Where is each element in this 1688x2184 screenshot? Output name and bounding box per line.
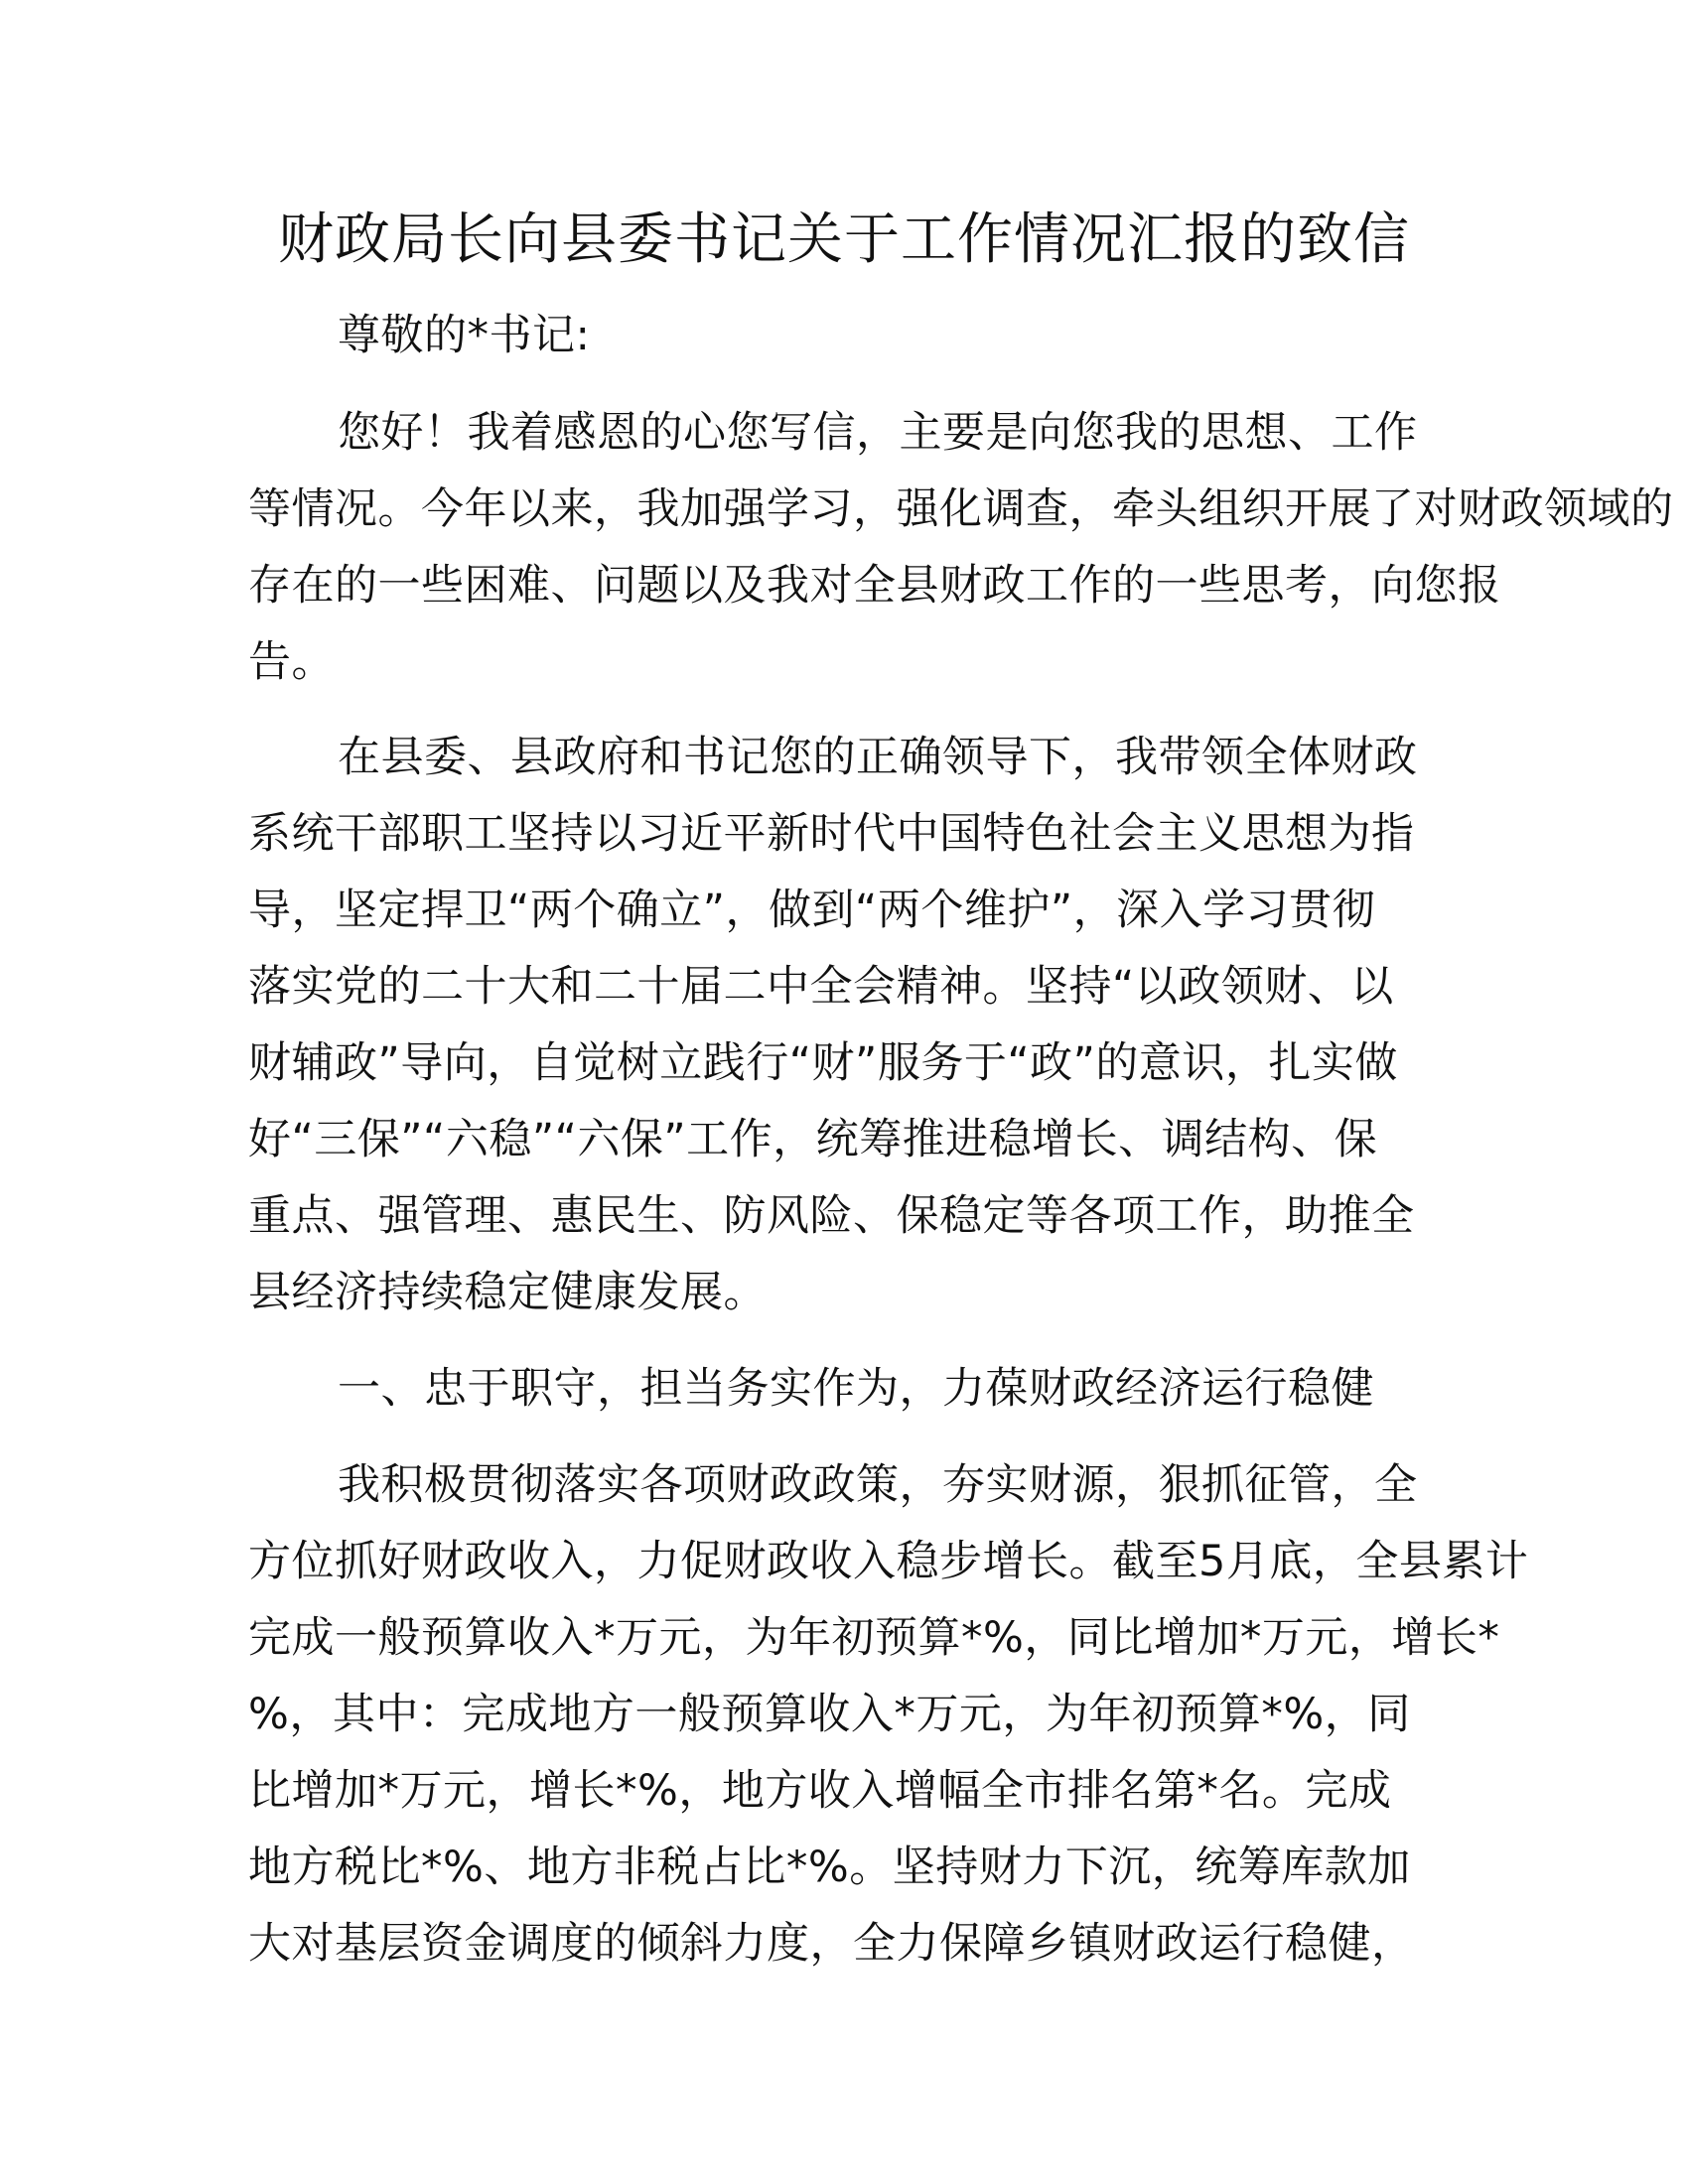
paragraph-3-line-4: %，其中：完成地方一般预算收入*万元，为年初预算*%，同 <box>248 1690 1411 1739</box>
paragraph-1-line-1: 您好！我着感恩的心您写信，主要是向您我的思想、工作 <box>338 408 1418 458</box>
paragraph-2-line-8: 县经济持续稳定健康发展。 <box>248 1268 767 1317</box>
paragraph-3-line-3: 完成一般预算收入*万元，为年初预算*%，同比增加*万元，增长* <box>248 1613 1500 1663</box>
paragraph-1-line-2: 等情况。今年以来，我加强学习，强化调查，牵头组织开展了对财政领域的 <box>248 484 1674 534</box>
paragraph-2-line-5: 财辅政”导向，自觉树立践行“财”服务于“政”的意识，扎实做 <box>248 1038 1398 1088</box>
paragraph-3-line-6: 地方税比*%、地方非税占比*%。坚持财力下沉，统筹库款加 <box>248 1843 1411 1892</box>
section-heading-1: 一、忠于职守，担当务实作为，力葆财政经济运行稳健 <box>338 1364 1374 1414</box>
salutation: 尊敬的*书记: <box>338 311 591 360</box>
paragraph-1-line-4: 告。 <box>248 637 335 687</box>
paragraph-3-line-5: 比增加*万元，增长*%，地方收入增幅全市排名第*名。完成 <box>248 1766 1392 1816</box>
document-title: 财政局长向县委书记关于工作情况汇报的致信 <box>278 207 1410 272</box>
paragraph-2-line-2: 系统干部职工坚持以习近平新时代中国特色社会主义思想为指 <box>248 809 1415 859</box>
paragraph-2-line-7: 重点、强管理、惠民生、防风险、保稳定等各项工作，助推全 <box>248 1191 1415 1241</box>
paragraph-3-line-1: 我积极贯彻落实各项财政政策，夯实财源，狠抓征管，全 <box>338 1460 1418 1510</box>
paragraph-2-line-4: 落实党的二十大和二十届二中全会精神。坚持“以政领财、以 <box>248 962 1394 1012</box>
paragraph-3-line-2: 方位抓好财政收入，力促财政收入稳步增长。截至5月底，全县累计 <box>248 1537 1529 1586</box>
paragraph-2-line-3: 导，坚定捍卫“两个确立”，做到“两个维护”，深入学习贯彻 <box>248 886 1376 935</box>
paragraph-1-line-3: 存在的一些困难、问题以及我对全县财政工作的一些思考，向您报 <box>248 561 1501 611</box>
paragraph-2-line-6: 好“三保”“六稳”“六保”工作，统筹推进稳增长、调结构、保 <box>248 1115 1378 1164</box>
paragraph-3-line-7: 大对基层资金调度的倾斜力度，全力保障乡镇财政运行稳健， <box>248 1919 1415 1969</box>
paragraph-2-line-1: 在县委、县政府和书记您的正确领导下，我带领全体财政 <box>338 733 1418 782</box>
